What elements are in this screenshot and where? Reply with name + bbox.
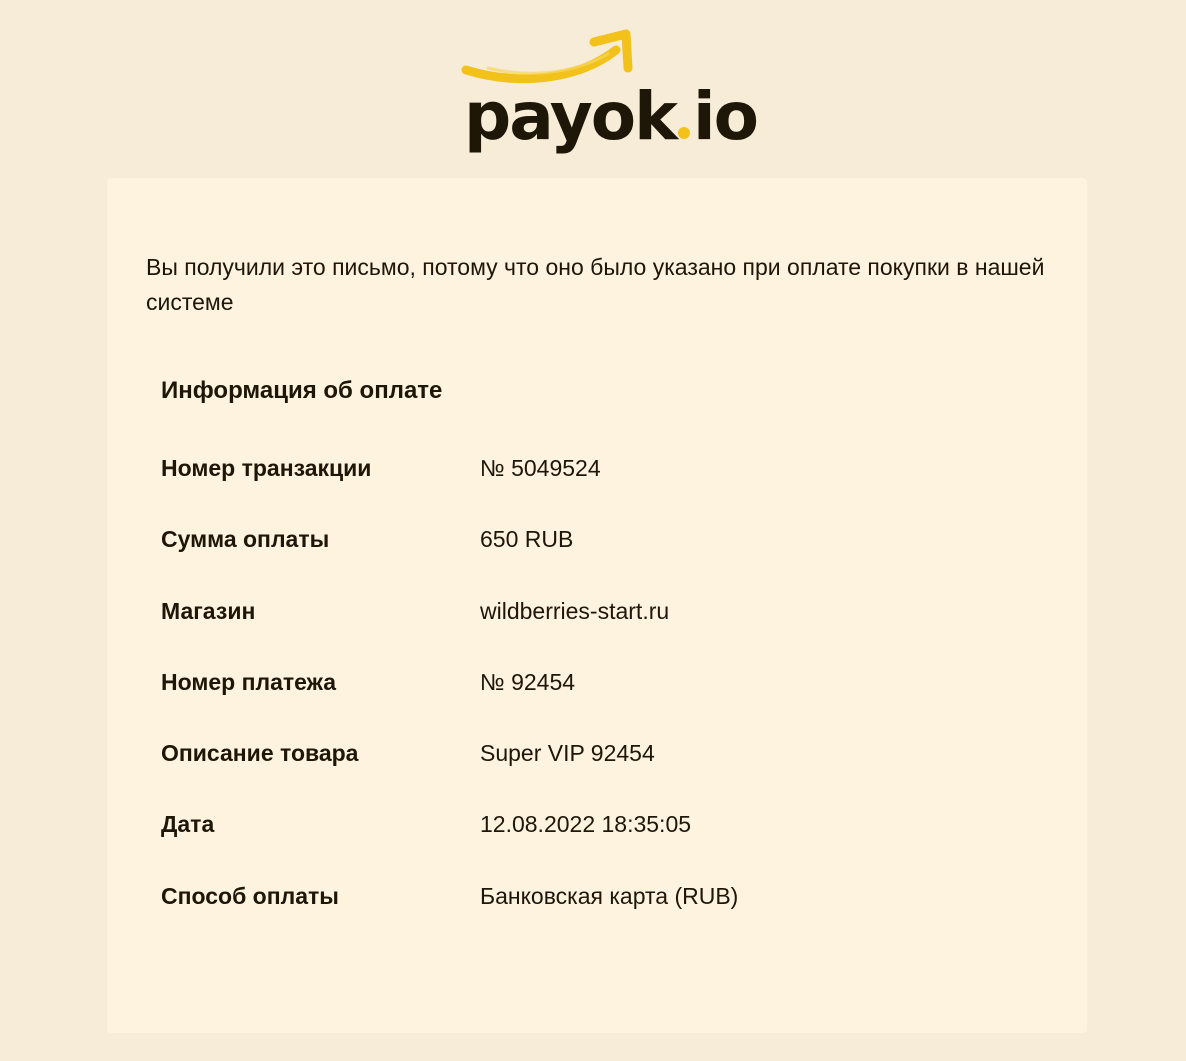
row-label: Магазин bbox=[161, 597, 256, 624]
payment-info-table bbox=[161, 451, 1041, 950]
row-label: Номер транзакции bbox=[161, 455, 372, 481]
row-value: № 92454 bbox=[480, 668, 576, 695]
payment-info-title: Информация об оплате bbox=[161, 377, 443, 404]
row-label: Описание товара bbox=[161, 740, 359, 767]
row-payment-method bbox=[161, 879, 1041, 950]
row-payment-number bbox=[161, 665, 1041, 736]
row-label: Дата bbox=[161, 811, 215, 838]
email-card bbox=[107, 178, 1087, 1033]
row-value: Super VIP 92454 bbox=[480, 740, 655, 767]
logo-dot-icon bbox=[678, 127, 690, 139]
row-value: 650 RUB bbox=[480, 526, 574, 553]
row-value: Банковская карта (RUB) bbox=[480, 882, 739, 909]
intro-text: Вы получили это письмо, потому что оно было указано при оплате покупки в нашей системе bbox=[146, 254, 1045, 315]
row-value: 12.08.2022 18:35:05 bbox=[480, 811, 692, 838]
row-shop bbox=[161, 594, 1041, 665]
row-date bbox=[161, 807, 1041, 878]
row-transaction-number bbox=[161, 451, 1041, 522]
row-value: wildberries-start.ru bbox=[480, 597, 670, 624]
logo-word-main: payok bbox=[464, 78, 677, 155]
row-product-description bbox=[161, 736, 1041, 807]
logo-word-tld: io bbox=[693, 78, 757, 155]
row-value: № 5049524 bbox=[480, 455, 601, 481]
payok-logo bbox=[458, 28, 757, 155]
row-label: Номер платежа bbox=[161, 668, 337, 695]
row-label: Сумма оплаты bbox=[161, 526, 330, 553]
row-payment-amount bbox=[161, 522, 1041, 593]
logo-wordmark bbox=[464, 78, 757, 155]
row-label: Способ оплаты bbox=[161, 882, 339, 909]
